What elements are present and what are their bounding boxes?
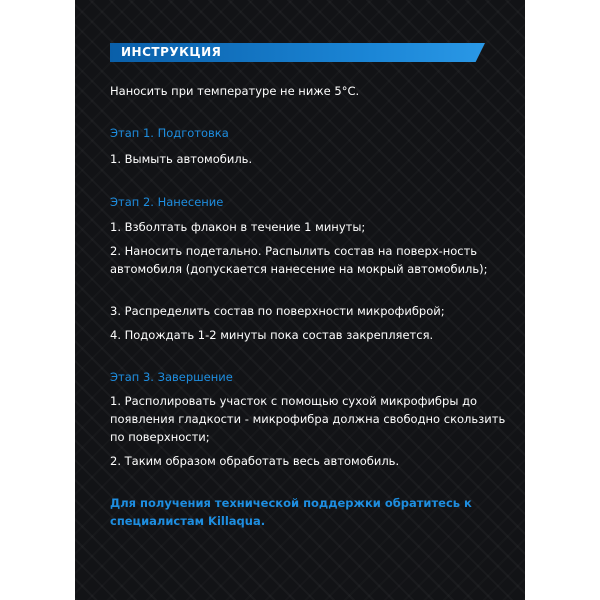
instruction-card: [75, 0, 525, 600]
stage-1-step-1: 1. Вымыть автомобиль.: [110, 152, 253, 166]
support-note: Для получения технической поддержки обратитесь к специалистам Killaqua.: [110, 496, 472, 528]
intro-text: Наносить при температуре не ниже 5°C.: [110, 84, 360, 98]
stage-2-step-4: 4. Подождать 1-2 минуты пока состав закрепляется.: [110, 328, 434, 342]
stage-3-title: Этап 3. Завершение: [110, 370, 233, 384]
stage-1-title: Этап 1. Подготовка: [110, 126, 229, 140]
stage-2-step-3: 3. Распределить состав по поверхности микрофиброй;: [110, 304, 445, 318]
stage-3-step-1: 1. Располировать участок с помощью сухой микрофибры до появления гладкости - микрофибра должна свободно скользить по поверхности;: [110, 394, 506, 444]
stage-2-step-2: 2. Наносить подетально. Распылить состав на поверх-ность автомобиля (допускается нанесение на мокрый автомобиль);: [110, 244, 488, 276]
stage-2-title: Этап 2. Нанесение: [110, 195, 224, 209]
page-title: ИНСТРУКЦИЯ: [121, 45, 222, 59]
stage-2-step-1: 1. Взболтать флакон в течение 1 минуты;: [110, 220, 366, 234]
stage-3-step-2: 2. Таким образом обработать весь автомобиль.: [110, 454, 400, 468]
